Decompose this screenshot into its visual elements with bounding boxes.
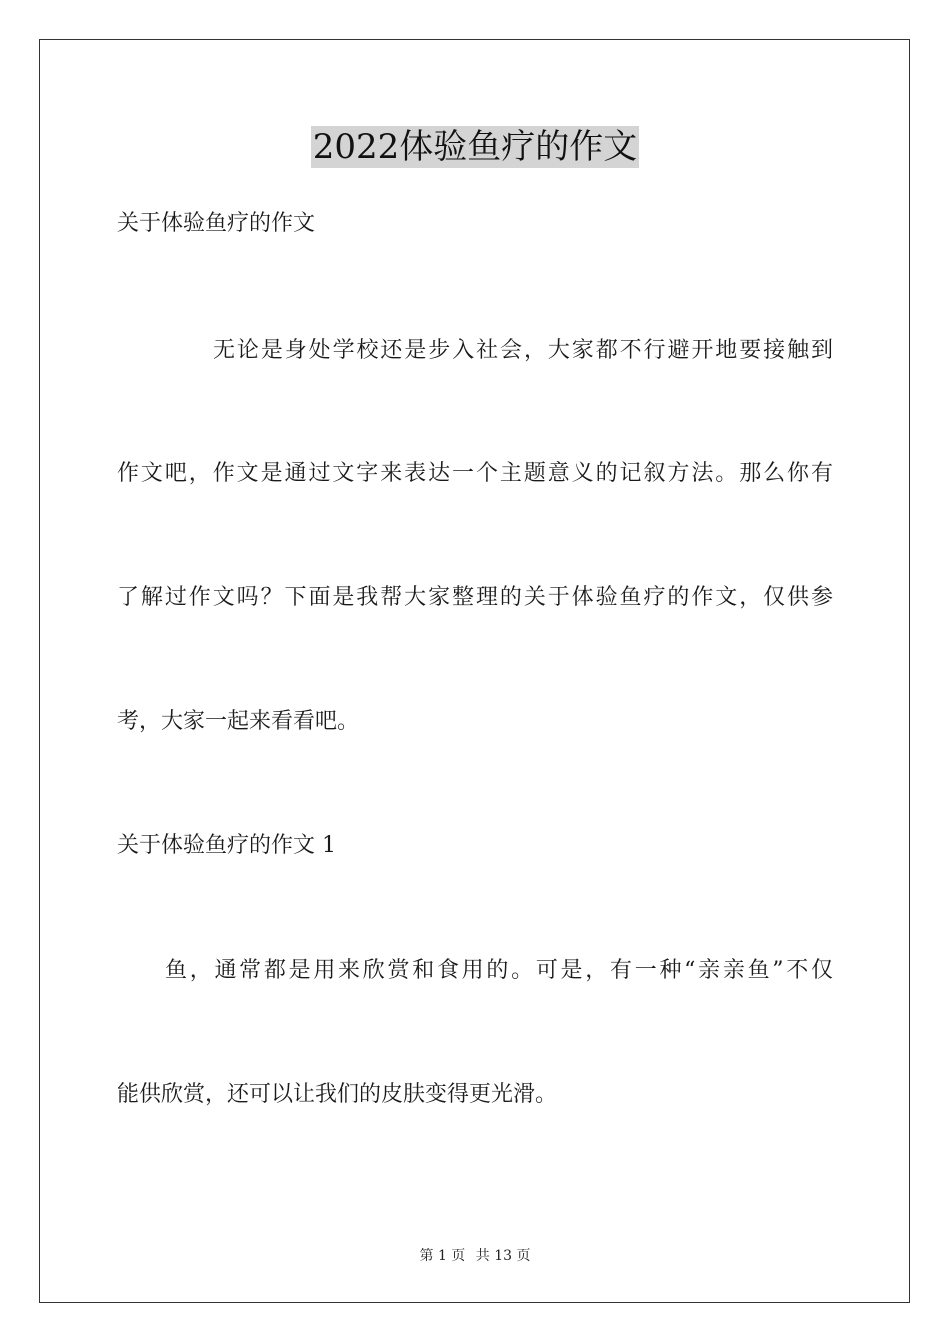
intro-line-2: 作文吧，作文是通过文字来表达一个主题意义的记叙方法。那么你有 bbox=[117, 461, 833, 486]
section-line-1: 鱼，通常都是用来欣赏和食用的。可是，有一种“亲亲鱼”不仅 bbox=[165, 958, 833, 983]
document-subtitle: 关于体验鱼疗的作文 bbox=[117, 211, 316, 236]
title-container bbox=[0, 126, 950, 168]
intro-line-1: 无论是身处学校还是步入社会，大家都不行避开地要接触到 bbox=[213, 338, 833, 363]
intro-line-3: 了解过作文吗？下面是我帮大家整理的关于体验鱼疗的作文，仅供参 bbox=[117, 585, 833, 610]
page-footer bbox=[0, 1246, 950, 1266]
section-heading: 关于体验鱼疗的作文 1 bbox=[117, 833, 336, 858]
intro-line-4: 考，大家一起来看看吧。 bbox=[117, 709, 360, 734]
section-line-2: 能供欣赏，还可以让我们的皮肤变得更光滑。 bbox=[117, 1082, 558, 1107]
page-number-total: 共 13 页 bbox=[475, 1248, 531, 1264]
page-number-current: 第 1 页 bbox=[419, 1248, 466, 1264]
document-title: 2022体验鱼疗的作文 bbox=[312, 127, 638, 167]
